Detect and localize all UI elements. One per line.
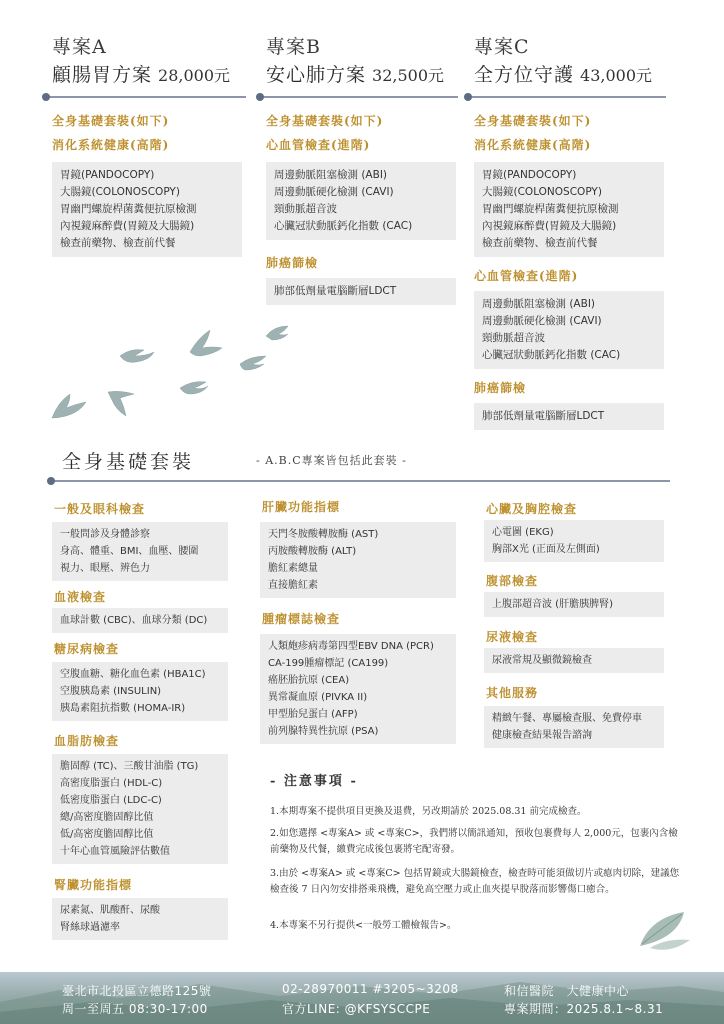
section-heading: 肝臟功能指標 [262, 500, 341, 514]
item-box [52, 898, 228, 940]
note-item: 2.如您選擇 <專案A> 或 <專案C>，我們將以簡訊通知，預收包裹費每人 2,000元，包裹內含檢前藥物及代餐，繳費完成後包裹將宅配寄發。 [270, 828, 678, 855]
list-item: 周邊動脈阻塞檢測 (ABI) [482, 298, 596, 310]
section-heading: 腎臟功能指標 [54, 878, 133, 892]
section-heading: 消化系統健康(高階) [474, 138, 592, 152]
plan-c-content [474, 112, 664, 430]
section-heading: 糖尿病檢查 [54, 642, 120, 656]
list-item: 健康檢查結果報告諮詢 [492, 730, 592, 741]
note-item: 3.由於 <專案A> 或 <專案C> 包括胃鏡或大腸鏡檢查，檢查時可能須做切片或瘜肉切除，建議您檢查後 7 日內勿安排搭乘飛機，避免高空壓力或止血夾提早脫落而影響傷口癒合。 [270, 868, 680, 895]
section-heading: 血脂肪檢查 [54, 734, 120, 748]
item-box [484, 648, 664, 673]
section-heading: 血液檢查 [54, 590, 107, 604]
list-item: 上腹部超音波 (肝膽胰脾腎) [492, 599, 613, 610]
item-box [260, 634, 456, 744]
list-item: 胃幽門螺旋桿菌糞便抗原檢測 [60, 203, 197, 215]
section-heading: 腫瘤標誌檢查 [262, 612, 341, 626]
plan-label: 專案A [52, 36, 107, 58]
list-item: 心臟冠狀動脈鈣化指數 (CAC) [274, 220, 413, 232]
list-item: 精緻午餐、專屬檢查服、免費停車 [492, 713, 642, 724]
section-heading: 肺癌篩檢 [474, 381, 527, 395]
item-box [266, 278, 456, 305]
plan-c-rule [466, 96, 666, 98]
office-hours: 周一至周五 08:30-17:00 [62, 1002, 208, 1016]
list-item: CA-199腫瘤標記 (CA199) [268, 658, 389, 669]
list-item: 頸動脈超音波 [274, 203, 337, 215]
list-item: 胃鏡(PANDOCOPY) [60, 169, 155, 181]
plan-label: 專案B [266, 36, 321, 58]
list-item: 周邊動脈阻塞檢測 (ABI) [274, 169, 388, 181]
list-item: 直接膽紅素 [268, 580, 318, 591]
list-item: 前列腺特異性抗原 (PSA) [268, 726, 379, 737]
address: 臺北市北投區立德路125號 [62, 984, 212, 998]
section-heading: 全身基礎套裝(如下) [474, 114, 592, 128]
list-item: 丙胺酸轉胺酶 (ALT) [268, 546, 357, 557]
list-item: 尿素氮、肌酸酐、尿酸 [60, 905, 160, 916]
plan-b-rule [258, 96, 458, 98]
section-heading: 一般及眼科檢查 [54, 502, 146, 516]
basic-package-subtitle: - A.B.C專案皆包括此套裝 - [256, 454, 407, 467]
section-heading: 腹部檢查 [486, 574, 539, 588]
list-item: 異常凝血原 (PIVKA II) [268, 692, 368, 703]
list-item: 內視鏡麻醉費(胃鏡及大腸鏡) [60, 220, 195, 232]
list-item: 視力、眼壓、辨色力 [60, 563, 150, 574]
list-item: 心臟冠狀動脈鈣化指數 (CAC) [482, 349, 621, 361]
list-item: 肺部低劑量電腦斷層LDCT [274, 285, 397, 297]
section-heading: 其他服務 [486, 686, 539, 700]
list-item: 檢查前藥物、檢查前代餐 [482, 237, 598, 249]
section-heading: 心血管檢查(進階) [266, 138, 371, 152]
section-heading: 心血管檢查(進階) [474, 269, 579, 283]
plan-price: 43,000元 [580, 66, 653, 85]
list-item: 低/高密度膽固醇比值 [60, 829, 154, 840]
list-item: 空腹胰島素 (INSULIN) [60, 686, 162, 697]
list-item: 檢查前藥物、檢查前代餐 [60, 237, 176, 249]
list-item: 低密度脂蛋白 (LDC-C) [60, 795, 162, 806]
plan-b-header [266, 34, 444, 90]
note-item: 4.本專案不另行提供<一般勞工體檢報告>。 [270, 920, 457, 931]
item-box [484, 520, 664, 562]
item-box [484, 706, 664, 748]
list-item: 周邊動脈硬化檢測 (CAVI) [482, 315, 602, 327]
basic-package-title: 全身基礎套裝 [62, 451, 195, 473]
list-item: 高密度脂蛋白 (HDL-C) [60, 778, 163, 789]
list-item: 胰島素阻抗指數 (HOMA-IR) [60, 703, 186, 714]
list-item: 大腸鏡(COLONOSCOPY) [60, 186, 180, 198]
footer [0, 972, 724, 1024]
list-item: 頸動脈超音波 [482, 332, 545, 344]
rule-dot [464, 93, 472, 101]
list-item: 癌胚胎抗原 (CEA) [268, 675, 350, 686]
list-item: 膽固醇 (TC)、三酸甘油脂 (TG) [60, 761, 199, 772]
note-item: 1.本期專案不提供項目更換及退費，另改期請於 2025.08.31 前完成檢查。 [270, 806, 587, 817]
list-item: 一般問診及身體診察 [60, 529, 150, 540]
list-item: 血球計數 (CBC)、血球分類 (DC) [60, 615, 208, 626]
section-heading: 全身基礎套裝(如下) [266, 114, 384, 128]
section-heading: 全身基礎套裝(如下) [52, 114, 170, 128]
list-item: 尿液常規及顯微鏡檢查 [492, 655, 592, 666]
list-item: 胃幽門螺旋桿菌糞便抗原檢測 [482, 203, 619, 215]
campaign-period: 專案期間：2025.8.1~8.31 [504, 1002, 664, 1016]
item-box [52, 522, 228, 581]
phone-number[interactable]: 02-28970011 #3205~3208 [282, 982, 459, 996]
item-box [474, 403, 664, 430]
list-item: 十年心血管風險評估數值 [60, 846, 170, 857]
list-item: 人類皰疹病毒第四型EBV DNA (PCR) [268, 641, 434, 652]
item-box [474, 291, 664, 369]
organization-name: 和信醫院 大健康中心 [504, 984, 630, 998]
section-heading: 消化系統健康(高階) [52, 138, 170, 152]
list-item: 心電圖 (EKG) [492, 527, 554, 538]
plan-c-header [474, 34, 652, 90]
plan-name: 全方位守護 [474, 64, 575, 86]
list-item: 空腹血糖、糖化血色素 (HBA1C) [60, 669, 206, 680]
notes-title: - 注意事項 - [270, 774, 358, 789]
list-item: 腎絲球過濾率 [60, 922, 120, 933]
item-box [484, 592, 664, 617]
plan-a-content [52, 112, 242, 257]
list-item: 大腸鏡(COLONOSCOPY) [482, 186, 602, 198]
basic-package-rule [50, 480, 670, 482]
plan-a-header [52, 34, 230, 90]
list-item: 總/高密度膽固醇比值 [60, 812, 154, 823]
plan-name-row [266, 60, 444, 90]
list-item: 胃鏡(PANDOCOPY) [482, 169, 577, 181]
plan-name-row [474, 60, 652, 90]
plan-price: 32,500元 [372, 66, 445, 85]
list-item: 胸部X光 (正面及左側面) [492, 544, 600, 555]
plan-price: 28,000元 [158, 66, 231, 85]
plan-a-rule [44, 96, 246, 98]
item-box [52, 608, 228, 633]
list-item: 甲型胎兒蛋白 (AFP) [268, 709, 358, 720]
section-heading: 心臟及胸腔檢查 [486, 502, 578, 516]
plan-name: 安心肺方案 [266, 64, 367, 86]
section-heading: 肺癌篩檢 [266, 256, 319, 270]
plan-label: 專案C [474, 36, 530, 58]
item-box [260, 522, 456, 598]
list-item: 肺部低劑量電腦斷層LDCT [482, 410, 605, 422]
item-box [266, 162, 456, 240]
list-item: 身高、體重、BMI、血壓、腰圍 [60, 546, 199, 557]
list-item: 天門冬胺酸轉胺酶 (AST) [268, 529, 379, 540]
list-item: 內視鏡麻醉費(胃鏡及大腸鏡) [482, 220, 617, 232]
plan-name-row [52, 60, 230, 90]
item-box [52, 162, 242, 257]
list-item: 膽紅素總量 [268, 563, 318, 574]
birds-illustration [40, 318, 300, 428]
item-box [474, 162, 664, 257]
item-box [52, 662, 228, 721]
rule-dot [42, 93, 50, 101]
plan-name: 顧腸胃方案 [52, 64, 153, 86]
rule-dot [256, 93, 264, 101]
rule-dot [47, 477, 55, 485]
plan-b-content [266, 112, 456, 305]
item-box [52, 754, 228, 864]
list-item: 周邊動脈硬化檢測 (CAVI) [274, 186, 394, 198]
line-account[interactable]: 官方LINE: @KFSYSCCPE [282, 1002, 431, 1016]
leaf-illustration [636, 908, 696, 950]
section-heading: 尿液檢查 [486, 630, 539, 644]
